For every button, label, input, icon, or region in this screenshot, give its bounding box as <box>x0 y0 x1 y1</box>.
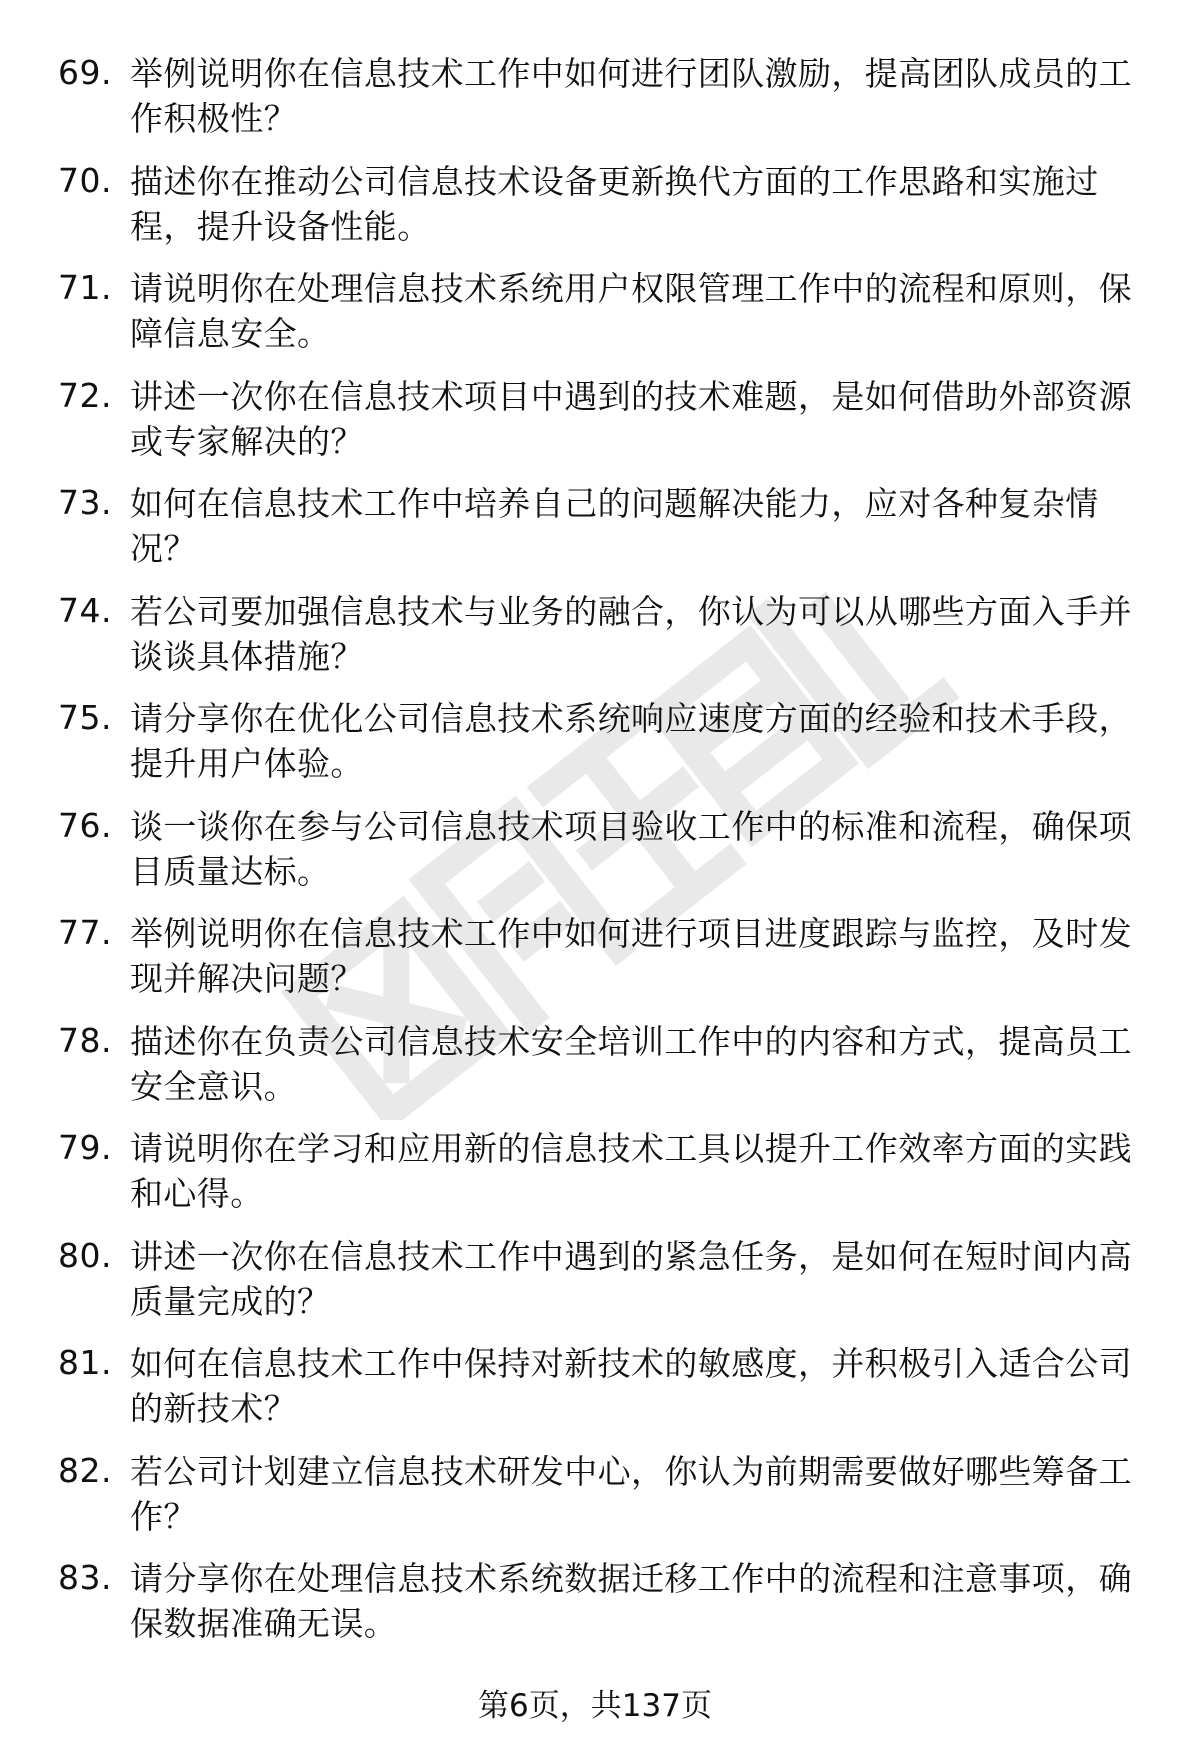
question-item <box>0 1126 1190 1218</box>
question-item <box>0 374 1190 466</box>
question-number: 69. <box>58 53 112 92</box>
question-text: 如何在信息技术工作中保持对新技术的敏感度，并积极引入适合公司的新技术？ <box>130 1344 1132 1428</box>
question-item <box>0 696 1190 788</box>
question-item <box>0 1234 1190 1326</box>
question-text: 讲述一次你在信息技术工作中遇到的紧急任务，是如何在短时间内高质量完成的？ <box>130 1236 1132 1321</box>
question-text: 请分享你在优化公司信息技术系统响应速度方面的经验和技术手段，提升用户体验。 <box>130 699 1132 783</box>
question-text: 请说明你在处理信息技术系统用户权限管理工作中的流程和原则，保障信息安全。 <box>130 269 1132 353</box>
question-item <box>0 51 1190 143</box>
question-item <box>0 804 1190 896</box>
question-text: 讲述一次你在信息技术项目中遇到的技术难题，是如何借助外部资源或专家解决的？ <box>130 376 1132 461</box>
question-item <box>0 266 1190 358</box>
question-text: 举例说明你在信息技术工作中如何进行项目进度跟踪与监控，及时发现并解决问题？ <box>130 914 1132 998</box>
page-indicator: 第6页，共137页 <box>478 1688 712 1724</box>
question-number: 74. <box>58 590 112 630</box>
question-item <box>0 1556 1190 1648</box>
question-text: 若公司计划建立信息技术研发中心，你认为前期需要做好哪些筹备工作？ <box>130 1451 1132 1536</box>
question-number: 80. <box>58 1235 112 1275</box>
question-item <box>0 589 1190 681</box>
question-list <box>0 51 1190 1664</box>
question-number: 73. <box>58 483 112 522</box>
question-item <box>0 911 1190 1003</box>
question-number: 70. <box>58 160 112 200</box>
question-item <box>0 1449 1190 1541</box>
question-number: 75. <box>58 698 112 737</box>
question-text: 描述你在负责公司信息技术安全培训工作中的内容和方式，提高员工安全意识。 <box>130 1021 1132 1106</box>
question-text: 请说明你在学习和应用新的信息技术工具以提升工作效率方面的实践和心得。 <box>130 1129 1132 1213</box>
question-item <box>0 481 1190 573</box>
question-text: 谈一谈你在参与公司信息技术项目验收工作中的标准和流程，确保项目质量达标。 <box>130 806 1132 891</box>
question-number: 82. <box>58 1450 112 1490</box>
question-text: 如何在信息技术工作中培养自己的问题解决能力，应对各种复杂情况？ <box>130 484 1099 568</box>
question-number: 77. <box>58 913 112 952</box>
question-number: 83. <box>58 1558 112 1597</box>
question-number: 71. <box>58 268 112 307</box>
question-text: 举例说明你在信息技术工作中如何进行团队激励，提高团队成员的工作积极性？ <box>130 54 1132 138</box>
question-item <box>0 1341 1190 1433</box>
question-number: 76. <box>58 805 112 845</box>
question-text: 请分享你在处理信息技术系统数据迁移工作中的流程和注意事项，确保数据准确无误。 <box>130 1559 1132 1643</box>
question-number: 79. <box>58 1128 112 1167</box>
question-text: 若公司要加强信息技术与业务的融合，你认为可以从哪些方面入手并谈谈具体措施？ <box>130 591 1132 676</box>
question-number: 81. <box>58 1343 112 1382</box>
question-number: 78. <box>58 1020 112 1060</box>
question-item <box>0 1019 1190 1111</box>
question-number: 72. <box>58 375 112 415</box>
question-text: 描述你在推动公司信息技术设备更新换代方面的工作思路和实施过程，提升设备性能。 <box>130 161 1099 246</box>
question-item <box>0 159 1190 251</box>
